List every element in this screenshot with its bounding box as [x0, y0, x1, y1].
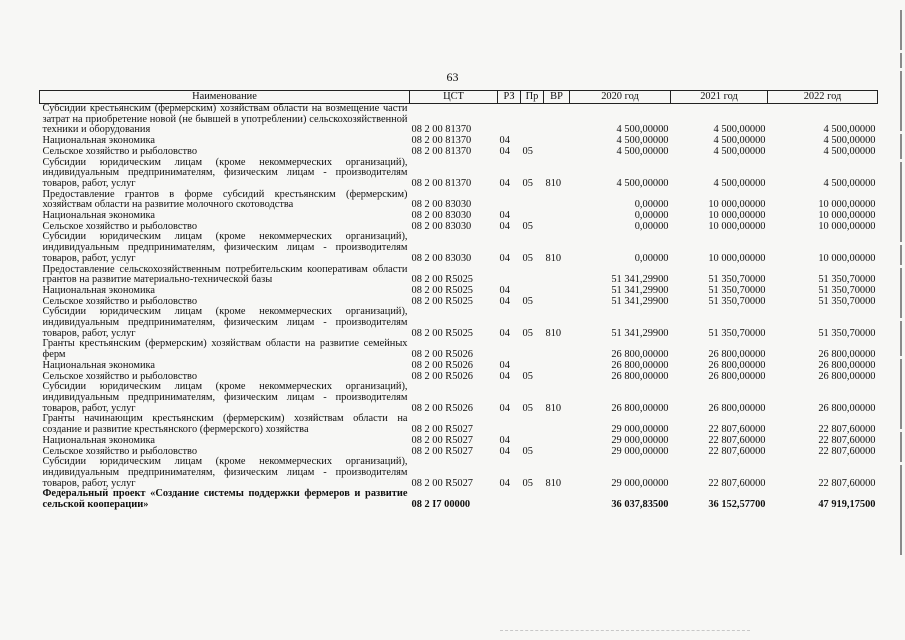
row-vr: 810: [545, 327, 562, 339]
table-body: [40, 104, 878, 511]
row-cst: 08 2 00 R5025: [411, 274, 473, 286]
table-row: [40, 265, 878, 286]
row-2022: 26 800,00000: [818, 370, 876, 382]
header-rz: РЗ: [498, 91, 521, 104]
row-pr: 05: [522, 370, 533, 382]
table-header-row: [40, 91, 878, 104]
row-vr: [544, 297, 570, 308]
header-vr: ВР: [544, 91, 570, 104]
row-name: Национальная экономика: [42, 210, 156, 222]
row-2020: 4 500,00000: [616, 177, 669, 189]
row-2021: 51 350,70000: [708, 284, 766, 296]
row-pr: 05: [522, 220, 533, 232]
header-cst: ЦСТ: [410, 91, 498, 104]
table-row: [40, 190, 878, 211]
row-rz: 04: [499, 402, 510, 414]
row-rz: 04: [499, 284, 510, 296]
row-2021: 22 807,60000: [708, 445, 766, 457]
row-vr: [544, 222, 570, 233]
row-2020: 51 341,29900: [611, 327, 669, 339]
row-name: Субсидии юридическим лицам (кроме некоммерческих организаций), индивидуальным предпринимателям, физическим лицам - производителям товаров, работ, услуг: [42, 381, 408, 414]
row-name: Национальная экономика: [42, 135, 156, 147]
row-rz: 04: [499, 295, 510, 307]
row-2022: 26 800,00000: [818, 402, 876, 414]
row-2021: 22 807,60000: [708, 434, 766, 446]
row-rz: [498, 489, 521, 510]
row-pr: 05: [522, 327, 533, 339]
row-rz: [498, 414, 521, 435]
row-name: Национальная экономика: [42, 434, 156, 446]
table-row: [40, 339, 878, 360]
row-vr: [544, 361, 570, 372]
row-rz: 04: [499, 135, 510, 147]
row-vr: [544, 286, 570, 297]
row-2022: 4 500,00000: [823, 135, 876, 147]
row-2021: 10 000,00000: [708, 220, 766, 232]
row-2020: 26 800,00000: [611, 370, 669, 382]
row-rz: 04: [499, 434, 510, 446]
row-name: Сельское хозяйство и рыболовство: [42, 145, 198, 157]
row-rz: 04: [499, 370, 510, 382]
row-rz: 04: [499, 220, 510, 232]
row-name: Субсидии юридическим лицам (кроме некоммерческих организаций), индивидуальным предпринимателям, физическим лицам - производителям товаров, работ, услуг: [42, 231, 408, 264]
table-row: [40, 457, 878, 489]
row-vr: [544, 104, 570, 137]
table-row: [40, 489, 878, 510]
row-2021: 10 000,00000: [708, 210, 766, 222]
row-rz: 04: [499, 359, 510, 371]
row-2020: 29 000,00000: [611, 477, 669, 489]
row-rz: 04: [499, 327, 510, 339]
row-name: Федеральный проект «Создание системы поддержки фермеров и развитие сельской кооперации»: [42, 488, 408, 511]
row-2021: 4 500,00000: [713, 145, 766, 157]
row-2021: 10 000,00000: [708, 199, 766, 211]
row-pr: 05: [522, 402, 533, 414]
row-vr: [544, 489, 570, 510]
row-name: Предоставление сельскохозяйственным потребительским кооперативам области грантов на развитие материально-технической базы: [42, 263, 408, 286]
row-vr: [544, 436, 570, 447]
row-pr: 05: [522, 252, 533, 264]
row-2020: 26 800,00000: [611, 359, 669, 371]
row-2021: 4 500,00000: [713, 124, 766, 136]
row-2022: 4 500,00000: [823, 177, 876, 189]
row-name: Национальная экономика: [42, 359, 156, 371]
row-2020: 26 800,00000: [611, 349, 669, 361]
row-2022: 47 919,17500: [818, 499, 876, 511]
scan-bottom-marks: [500, 630, 750, 633]
page-number: 63: [446, 70, 459, 84]
row-2020: 36 037,83500: [611, 499, 669, 511]
row-rz: 04: [499, 477, 510, 489]
row-2021: 51 350,70000: [708, 327, 766, 339]
row-rz: 04: [499, 252, 510, 264]
row-pr: 05: [522, 177, 533, 189]
row-rz: 04: [499, 177, 510, 189]
row-name: Субсидии юридическим лицам (кроме некоммерческих организаций), индивидуальным предпринимателям, физическим лицам - производителям товаров, работ, услуг: [42, 456, 408, 489]
header-2022: 2022 год: [768, 91, 878, 104]
row-2022: 51 350,70000: [818, 327, 876, 339]
row-name: Гранты крестьянским (фермерским) хозяйствам области на развитие семейных ферм: [42, 338, 408, 361]
row-2020: 26 800,00000: [611, 402, 669, 414]
row-pr: [521, 339, 544, 360]
row-name: Сельское хозяйство и рыболовство: [42, 370, 198, 382]
row-2020: 51 341,29900: [611, 295, 669, 307]
table-row: [40, 382, 878, 414]
row-cst: 08 2 00 R5026: [411, 370, 473, 382]
row-vr: [544, 136, 570, 147]
row-2020: 51 341,29900: [611, 284, 669, 296]
row-2022: 26 800,00000: [818, 349, 876, 361]
row-2020: 4 500,00000: [616, 135, 669, 147]
row-cst: 08 2 00 R5027: [411, 477, 473, 489]
row-rz: [498, 104, 521, 137]
row-vr: [544, 339, 570, 360]
row-2020: 29 000,00000: [611, 434, 669, 446]
row-cst: 08 2 00 R5026: [411, 402, 473, 414]
row-name: Национальная экономика: [42, 284, 156, 296]
row-pr: 05: [522, 145, 533, 157]
row-2022: 22 807,60000: [818, 434, 876, 446]
row-name: Субсидии крестьянским (фермерским) хозяйствам области на возмещение части затрат на приобретение новой (не бывшей в употреблении) сельскохозяйственной техники и оборудования: [42, 103, 408, 136]
row-cst: 08 2 00 83030: [411, 210, 472, 222]
row-2022: 10 000,00000: [818, 220, 876, 232]
row-vr: 810: [545, 402, 562, 414]
row-2021: 26 800,00000: [708, 349, 766, 361]
row-2020: 4 500,00000: [616, 124, 669, 136]
row-pr: 05: [522, 445, 533, 457]
row-2021: 4 500,00000: [713, 135, 766, 147]
row-cst: 08 2 00 81370: [411, 124, 472, 136]
row-pr: [521, 361, 544, 372]
row-2022: 10 000,00000: [818, 210, 876, 222]
row-2021: 10 000,00000: [708, 252, 766, 264]
row-2022: 26 800,00000: [818, 359, 876, 371]
header-2020: 2020 год: [570, 91, 671, 104]
table-row: [40, 436, 878, 447]
row-cst: 08 2 00 81370: [411, 177, 472, 189]
row-2022: 4 500,00000: [823, 124, 876, 136]
row-2020: 51 341,29900: [611, 274, 669, 286]
budget-table: [39, 90, 878, 511]
row-name: Субсидии юридическим лицам (кроме некоммерческих организаций), индивидуальным предпринимателям, физическим лицам - производителям товаров, работ, услуг: [42, 156, 408, 189]
table-row: [40, 104, 878, 137]
header-2021: 2021 год: [671, 91, 768, 104]
row-2022: 10 000,00000: [818, 252, 876, 264]
row-pr: 05: [522, 477, 533, 489]
row-pr: [521, 436, 544, 447]
row-rz: [498, 339, 521, 360]
row-vr: [544, 447, 570, 458]
row-vr: 810: [545, 252, 562, 264]
table-row: [40, 158, 878, 190]
row-pr: [521, 489, 544, 510]
row-2020: 4 500,00000: [616, 145, 669, 157]
row-name: Сельское хозяйство и рыболовство: [42, 445, 198, 457]
row-cst: 08 2 00 R5026: [411, 359, 473, 371]
row-2021: 26 800,00000: [708, 370, 766, 382]
row-2021: 36 152,57700: [708, 499, 766, 511]
row-vr: [544, 372, 570, 383]
row-cst: 08 2 00 R5027: [411, 445, 473, 457]
row-vr: [544, 211, 570, 222]
row-name: Сельское хозяйство и рыболовство: [42, 295, 198, 307]
row-pr: [521, 265, 544, 286]
row-2022: 22 807,60000: [818, 424, 876, 436]
row-name: Сельское хозяйство и рыболовство: [42, 220, 198, 232]
row-cst: 08 2 00 83030: [411, 199, 472, 211]
row-cst: 08 2 I7 00000: [411, 499, 471, 511]
row-pr: [521, 104, 544, 137]
row-pr: [521, 414, 544, 435]
row-cst: 08 2 00 R5027: [411, 424, 473, 436]
row-cst: 08 2 00 R5025: [411, 327, 473, 339]
row-vr: [544, 414, 570, 435]
row-pr: [521, 190, 544, 211]
row-2021: 22 807,60000: [708, 477, 766, 489]
row-2021: 4 500,00000: [713, 177, 766, 189]
row-rz: 04: [499, 445, 510, 457]
table-row: [40, 414, 878, 435]
row-cst: 08 2 00 R5027: [411, 434, 473, 446]
row-2022: 4 500,00000: [823, 145, 876, 157]
table-row: [40, 361, 878, 372]
row-2022: 51 350,70000: [818, 274, 876, 286]
row-cst: 08 2 00 83030: [411, 252, 472, 264]
row-cst: 08 2 00 R5025: [411, 295, 473, 307]
row-cst: 08 2 00 R5025: [411, 284, 473, 296]
table-row: [40, 147, 878, 158]
row-cst: 08 2 00 81370: [411, 135, 472, 147]
header-pr: Пр: [521, 91, 544, 104]
row-rz: [498, 190, 521, 211]
row-2020: 29 000,00000: [611, 424, 669, 436]
row-2022: 51 350,70000: [818, 284, 876, 296]
row-2020: 0,00000: [634, 220, 669, 232]
row-2022: 51 350,70000: [818, 295, 876, 307]
row-vr: [544, 190, 570, 211]
row-2020: 0,00000: [634, 210, 669, 222]
row-2021: 26 800,00000: [708, 359, 766, 371]
row-2020: 0,00000: [634, 252, 669, 264]
row-pr: 05: [522, 295, 533, 307]
row-vr: 810: [545, 477, 562, 489]
row-rz: [498, 265, 521, 286]
table-row: [40, 232, 878, 264]
row-2020: 29 000,00000: [611, 445, 669, 457]
scan-edge-marks: [900, 10, 903, 630]
row-cst: 08 2 00 83030: [411, 220, 472, 232]
row-2021: 51 350,70000: [708, 274, 766, 286]
row-rz: 04: [499, 210, 510, 222]
table-row: [40, 307, 878, 339]
header-name: Наименование: [40, 91, 410, 104]
row-vr: 810: [545, 177, 562, 189]
row-name: Предоставление грантов в форме субсидий крестьянским (фермерским) хозяйствам области на развитие молочного скотоводства: [42, 188, 408, 211]
row-vr: [544, 265, 570, 286]
row-2021: 26 800,00000: [708, 402, 766, 414]
row-2021: 51 350,70000: [708, 295, 766, 307]
row-vr: [544, 147, 570, 158]
row-name: Субсидии юридическим лицам (кроме некоммерческих организаций), индивидуальным предпринимателям, физическим лицам - производителям товаров, работ, услуг: [42, 306, 408, 339]
row-cst: 08 2 00 81370: [411, 145, 472, 157]
row-2022: 22 807,60000: [818, 445, 876, 457]
row-2022: 22 807,60000: [818, 477, 876, 489]
row-rz: 04: [499, 145, 510, 157]
row-2021: 22 807,60000: [708, 424, 766, 436]
row-2022: 10 000,00000: [818, 199, 876, 211]
row-name: Гранты начинающим крестьянским (фермерским) хозяйствам области на создание и развитие крестьянского (фермерского) хозяйства: [42, 413, 408, 436]
row-2020: 0,00000: [634, 199, 669, 211]
row-cst: 08 2 00 R5026: [411, 349, 473, 361]
